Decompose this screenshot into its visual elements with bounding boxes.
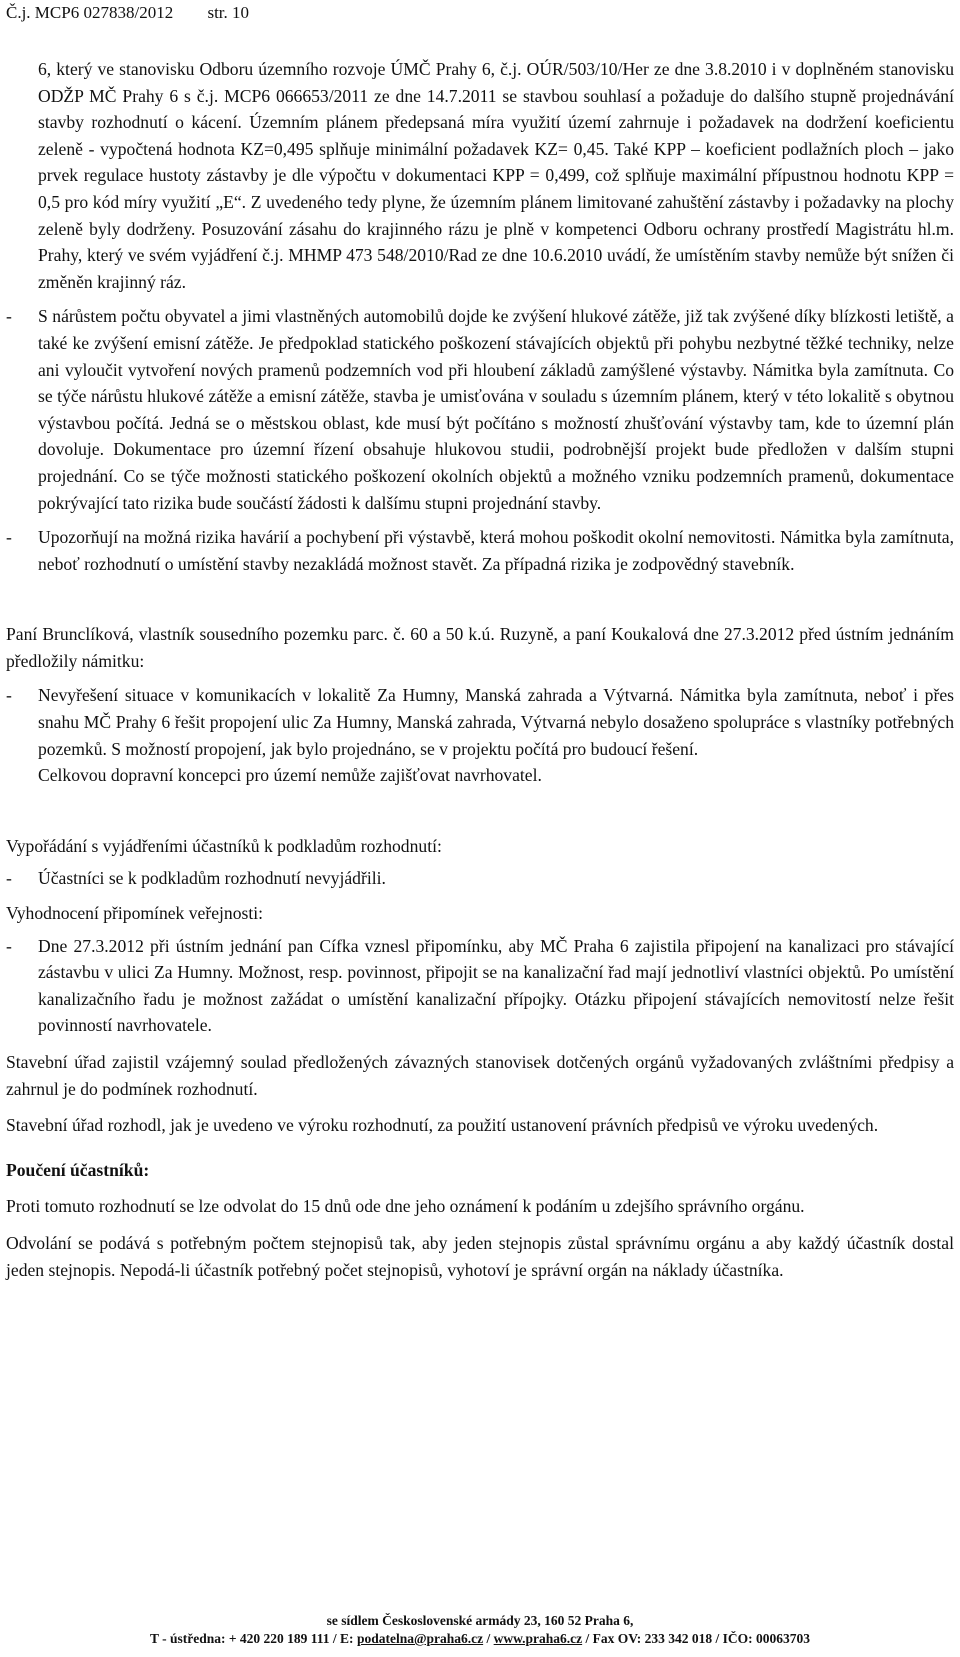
page-number: str. 10: [207, 3, 250, 22]
dash-marker: -: [6, 935, 12, 956]
participants-item: [6, 865, 954, 892]
document-body: [6, 56, 954, 1283]
objection-text: Nevyřešení situace v komunikacích v lokalitě Za Humny, Manská zahrada a Výtvarná. Námitka byla zamítnuta, neboť i přes snahu MČ Prahy 6 řešit propojení ulic Za Humny, Manská zahrada, Výtvarná nebylo dosaženo spolupráce s vlastníky potřebných pozemků. S možností propojení, jak bylo projednáno, se v projektu počítá pro budoucí řešení.: [38, 685, 954, 759]
participants-text: Účastníci se k podkladům rozhodnutí nevyjádřili.: [38, 868, 386, 889]
statement-paragraph: Stavební úřad zajistil vzájemný soulad předložených závazných stanovisek dotčených orgánů vyžadovaných zvláštními předpisy a zahrnul je do podmínek rozhodnutí.: [6, 1052, 954, 1099]
public-heading: Vyhodnocení připomínek veřejnosti:: [6, 903, 264, 924]
instruction-heading: Poučení účastníků:: [6, 1159, 150, 1180]
footer-contacts: [0, 1630, 960, 1648]
objection-item: [6, 524, 954, 577]
bruncl-intro-paragraph: Paní Brunclíková, vlastník sousedního pozemku parc. č. 60 a 50 k.ú. Ruzyně, a paní Koukalová dne 27.3.2012 před ústním jednáním předložily námitku:: [6, 624, 954, 671]
public-text: Dne 27.3.2012 při ústním jednání pan Cífka vznesl připomínku, aby MČ Praha 6 zajistila připojení na kanalizaci pro stávající zástavbu v ulici Za Humny. Možnost, resp. povinnost, připojit se na kanalizační řad mají jednotliví vlastníci objektů. Po umístění kanalizačního řadu je možnost zažádat o umístění kanalizační přípojky. Otázku připojení stávajících nemovitostí nelze řešit povinností navrhovatele.: [38, 935, 954, 1036]
footer-fax-ico: / Fax OV: 233 342 018 / IČO: 00063703: [582, 1631, 811, 1646]
intro-paragraph: 6, který ve stanovisku Odboru územního rozvoje ÚMČ Prahy 6, č.j. OÚR/503/10/Her ze dne 3.8.2010 i v doplněném stanovisku ODŽP MČ Prahy 6 s č.j. MCP6 066653/2011 ze dne 14.7.2011 se stavbou souhlasí a požaduje do dalšího stupně projednávání stavby rozhodnutí o kácení. Územním plánem předepsaná míra využití území zahrnuje i požadavek na dodržení koeficientu zeleně - vypočtená hodnota KZ=0,495 splňuje minimální požadavek KZ= 0,45. Také KPP – koeficient podlažních ploch – jako prvek regulace hustoty zástavby je dle výpočtu v dokumentaci KPP = 0,499, což splňuje maximální přípustnou hodnotu KPP = 0,5 pro kód míry využití „E“. Z uvedeného tedy plyne, že územním plánem limitované zahuštění zástavby i požadavky na plochy zeleně byly dodrženy. Posuzování zásahu do krajinného rázu je plně v kompetenci Odboru ochrany prostředí Magistrátu hl.m. Prahy, který ve svém vyjádření č.j. MHMP 473 548/2010/Rad ze dne 10.6.2010 uvádí, že umístěním stavby nemůže být snížen či změněn krajinný ráz.: [38, 59, 954, 292]
footer-address: se sídlem Československé armády 23, 160 52 Praha 6,: [326, 1613, 634, 1628]
page-header: [6, 2, 249, 24]
participants-heading: Vypořádání s vyjádřeními účastníků k podkladům rozhodnutí:: [6, 835, 442, 856]
dash-marker: -: [6, 306, 12, 327]
objection-text: S nárůstem počtu obyvatel a jimi vlastněných automobilů dojde ke zvýšení hlukové zátěže, již tak zvýšené díky blízkosti letiště, a také ke zvýšení emisní zátěže. Je předpoklad statického poškození stávajících objektů při pohybu nezbytné těžké techniky, nelze ani vyloučit vytvoření nových pramenů podzemních vod při hloubení základů zamýšlené výstavby. Námitka byla zamítnuta. Co se týče nárůstu hlukové zátěže a emisní zátěže, stavba je umisťována v souladu s územním plánem, který v této lokalitě s obytnou výstavbou počítá. Jedná se o městskou oblast, kde musí být počítáno s možností zhušťování výstavby tam, kde to územní plán dovoluje. Dokumentace pro územní řízení obsahuje hlukovou studii, podrobnější projekt bude předložen v dalším stupni projednání. Co se týče možnosti statického poškození okolních objektů a možného vzniku podzemních pramenů, dokumentace pokrývající tato rizika bude součástí žádosti k dalšímu stupni projednání stavby.: [38, 306, 954, 513]
objection-item: [6, 303, 954, 516]
dash-marker: -: [6, 685, 12, 706]
dash-marker: -: [6, 868, 12, 889]
footer-phone: T - ústředna: + 420 220 189 111 / E:: [149, 1631, 357, 1646]
footer-separator: /: [483, 1631, 494, 1646]
instruction-paragraph: Proti tomuto rozhodnutí se lze odvolat do 15 dnů ode dne jeho oznámení k podáním u zdejšího správního orgánu.: [6, 1196, 805, 1217]
email-link[interactable]: podatelna@praha6.cz: [356, 1631, 484, 1646]
statement-paragraph: Stavební úřad rozhodl, jak je uvedeno ve výroku rozhodnutí, za použití ustanovení právních předpisů ve výroku uvedených.: [6, 1115, 879, 1136]
objection-note: Celkovou dopravní koncepci pro území nemůže zajišťovat navrhovatel.: [38, 765, 542, 786]
objection-item: [6, 682, 954, 762]
website-link[interactable]: www.praha6.cz: [493, 1631, 583, 1646]
public-item: [6, 933, 954, 1039]
reference-number: Č.j. MCP6 027838/2012: [6, 3, 174, 22]
dash-marker: -: [6, 527, 12, 548]
instruction-paragraph: Odvolání se podává s potřebným počtem stejnopisů tak, aby jeden stejnopis zůstal správnímu orgánu a aby každý účastník dostal jeden stejnopis. Nepodá-li účastník potřebný počet stejnopisů, vyhotoví je správní orgán na náklady účastníka.: [6, 1232, 954, 1280]
objection-text: Upozorňují na možná rizika havárií a pochybení při výstavbě, která mohou poškodit okolní nemovitosti. Námitka byla zamítnuta, neboť rozhodnutí o umístění stavby nezakládá možnost stavět. Za případná rizika je zodpovědný stavebník.: [38, 527, 954, 574]
page-footer: [0, 1612, 960, 1648]
